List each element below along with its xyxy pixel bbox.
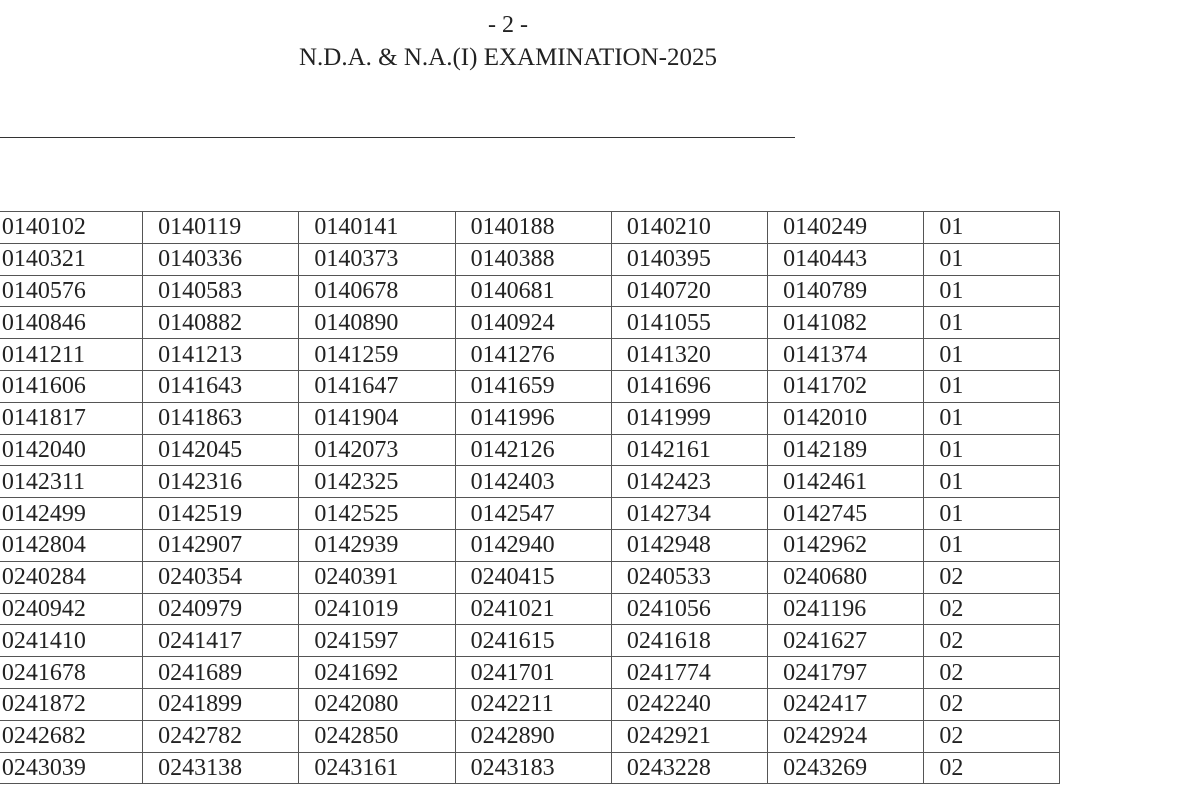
- roll-number-cell: 0242924: [768, 720, 924, 752]
- roll-number-cell: 0142804: [0, 529, 143, 561]
- roll-number-cell: 0142073: [299, 434, 455, 466]
- roll-number-cell: 0241196: [768, 593, 924, 625]
- roll-number-cell: 01: [924, 434, 1060, 466]
- roll-number-cell: 0242921: [611, 720, 767, 752]
- roll-number-cell: 0242850: [299, 720, 455, 752]
- roll-number-cell: 0140102: [0, 212, 143, 244]
- roll-number-cell: 02: [924, 561, 1060, 593]
- roll-number-cell: 0141055: [611, 307, 767, 339]
- roll-number-cell: 0240391: [299, 561, 455, 593]
- roll-number-cell: 0241692: [299, 657, 455, 689]
- roll-number-cell: 0141996: [455, 402, 611, 434]
- roll-number-cell: 0243183: [455, 752, 611, 784]
- roll-number-cell: 0142461: [768, 466, 924, 498]
- table-row: [0, 466, 1060, 498]
- roll-number-cell: 0140890: [299, 307, 455, 339]
- roll-number-cell: 0140583: [143, 275, 299, 307]
- roll-number-cell: 0141702: [768, 370, 924, 402]
- table-row: [0, 402, 1060, 434]
- roll-number-cell: 0240415: [455, 561, 611, 593]
- roll-number-cell: 0140576: [0, 275, 143, 307]
- roll-number-cell: 0142403: [455, 466, 611, 498]
- roll-number-cell: 0142499: [0, 498, 143, 530]
- page-number: - 2 -: [488, 12, 528, 38]
- roll-number-cell: 0141320: [611, 339, 767, 371]
- roll-number-cell: 0141606: [0, 370, 143, 402]
- roll-number-cell: 0241618: [611, 625, 767, 657]
- roll-number-cell: 0241056: [611, 593, 767, 625]
- roll-number-cell: 0240533: [611, 561, 767, 593]
- roll-number-cell: 0141817: [0, 402, 143, 434]
- roll-number-cell: 0241019: [299, 593, 455, 625]
- roll-number-cell: 0141643: [143, 370, 299, 402]
- roll-number-cell: 0241774: [611, 657, 767, 689]
- roll-number-cell: 0240942: [0, 593, 143, 625]
- roll-number-cell: 0141647: [299, 370, 455, 402]
- roll-number-cell: 01: [924, 529, 1060, 561]
- roll-number-cell: 0142189: [768, 434, 924, 466]
- table-row: [0, 243, 1060, 275]
- roll-number-cell: 0241417: [143, 625, 299, 657]
- roll-number-cell: 0142311: [0, 466, 143, 498]
- roll-number-cell: 0140789: [768, 275, 924, 307]
- roll-number-cell: 0243138: [143, 752, 299, 784]
- roll-number-cell: 0140395: [611, 243, 767, 275]
- roll-number-cell: 0142325: [299, 466, 455, 498]
- roll-number-cell: 0141904: [299, 402, 455, 434]
- roll-number-cell: 0241615: [455, 625, 611, 657]
- roll-number-cell: 02: [924, 720, 1060, 752]
- roll-number-cell: 0140678: [299, 275, 455, 307]
- roll-number-cell: 0141659: [455, 370, 611, 402]
- table-row: [0, 688, 1060, 720]
- roll-number-cell: 0140924: [455, 307, 611, 339]
- roll-number-table: [0, 211, 1060, 784]
- roll-number-cell: 0243269: [768, 752, 924, 784]
- roll-number-cell: 0240979: [143, 593, 299, 625]
- roll-number-cell: 0240354: [143, 561, 299, 593]
- roll-number-cell: 0241597: [299, 625, 455, 657]
- roll-number-cell: 0241701: [455, 657, 611, 689]
- table-row: [0, 593, 1060, 625]
- roll-number-cell: 0141374: [768, 339, 924, 371]
- roll-number-cell: 0141863: [143, 402, 299, 434]
- roll-number-cell: 01: [924, 339, 1060, 371]
- roll-number-cell: 01: [924, 498, 1060, 530]
- table-row: [0, 498, 1060, 530]
- roll-number-cell: 0140443: [768, 243, 924, 275]
- roll-number-cell: 01: [924, 307, 1060, 339]
- roll-number-cell: 01: [924, 466, 1060, 498]
- roll-number-cell: 0142948: [611, 529, 767, 561]
- roll-number-cell: 0241899: [143, 688, 299, 720]
- roll-number-cell: 0242211: [455, 688, 611, 720]
- roll-number-cell: 0142525: [299, 498, 455, 530]
- roll-number-cell: 0241410: [0, 625, 143, 657]
- roll-number-cell: 0140141: [299, 212, 455, 244]
- roll-number-cell: 01: [924, 370, 1060, 402]
- roll-number-cell: 0142010: [768, 402, 924, 434]
- roll-number-cell: 0242240: [611, 688, 767, 720]
- roll-number-cell: 02: [924, 688, 1060, 720]
- roll-number-cell: 0240284: [0, 561, 143, 593]
- table-row: [0, 212, 1060, 244]
- roll-number-cell: 0140373: [299, 243, 455, 275]
- roll-number-cell: 0141213: [143, 339, 299, 371]
- roll-number-cell: 0140321: [0, 243, 143, 275]
- roll-number-cell: 02: [924, 593, 1060, 625]
- roll-number-cell: 0141082: [768, 307, 924, 339]
- roll-number-cell: 0142547: [455, 498, 611, 530]
- roll-number-cell: 0140249: [768, 212, 924, 244]
- table-row: [0, 657, 1060, 689]
- table-row: [0, 275, 1060, 307]
- roll-number-cell: 0142126: [455, 434, 611, 466]
- roll-number-cell: 0141259: [299, 339, 455, 371]
- roll-number-cell: 01: [924, 275, 1060, 307]
- roll-number-cell: 01: [924, 243, 1060, 275]
- table-row: [0, 625, 1060, 657]
- roll-number-cell: 0140336: [143, 243, 299, 275]
- table-row: [0, 434, 1060, 466]
- roll-number-cell: 0242080: [299, 688, 455, 720]
- document-title: N.D.A. & N.A.(I) EXAMINATION-2025: [299, 44, 717, 71]
- table-row: [0, 307, 1060, 339]
- roll-number-cell: 0142040: [0, 434, 143, 466]
- table-row: [0, 529, 1060, 561]
- roll-number-cell: 0242782: [143, 720, 299, 752]
- roll-number-cell: 0140882: [143, 307, 299, 339]
- roll-number-cell: 0140210: [611, 212, 767, 244]
- roll-number-cell: 0241021: [455, 593, 611, 625]
- roll-number-cell: 0140388: [455, 243, 611, 275]
- roll-number-cell: 0142962: [768, 529, 924, 561]
- roll-number-cell: 01: [924, 402, 1060, 434]
- roll-number-cell: 0242682: [0, 720, 143, 752]
- table-row: [0, 370, 1060, 402]
- roll-number-cell: 0142316: [143, 466, 299, 498]
- horizontal-divider: [0, 137, 795, 138]
- table-row: [0, 720, 1060, 752]
- roll-number-cell: 0242890: [455, 720, 611, 752]
- roll-number-cell: 0140681: [455, 275, 611, 307]
- roll-number-cell: 0142940: [455, 529, 611, 561]
- roll-number-cell: 02: [924, 625, 1060, 657]
- table-row: [0, 339, 1060, 371]
- roll-number-cell: 02: [924, 657, 1060, 689]
- roll-number-cell: 0243161: [299, 752, 455, 784]
- roll-number-cell: 0141999: [611, 402, 767, 434]
- roll-number-cell: 0241872: [0, 688, 143, 720]
- roll-number-cell: 0140720: [611, 275, 767, 307]
- roll-number-cell: 0142161: [611, 434, 767, 466]
- roll-number-cell: 0142939: [299, 529, 455, 561]
- roll-number-cell: 01: [924, 212, 1060, 244]
- roll-number-cell: 0240680: [768, 561, 924, 593]
- roll-number-cell: 0142423: [611, 466, 767, 498]
- roll-number-cell: 0142734: [611, 498, 767, 530]
- roll-number-cell: 0142745: [768, 498, 924, 530]
- roll-number-cell: 0243228: [611, 752, 767, 784]
- roll-number-cell: 0241627: [768, 625, 924, 657]
- roll-number-cell: 0241797: [768, 657, 924, 689]
- roll-number-cell: 0141276: [455, 339, 611, 371]
- table-row: [0, 561, 1060, 593]
- roll-number-cell: 0141696: [611, 370, 767, 402]
- roll-number-cell: 0242417: [768, 688, 924, 720]
- roll-number-cell: 0243039: [0, 752, 143, 784]
- roll-number-cell: 0140119: [143, 212, 299, 244]
- roll-number-cell: 0142519: [143, 498, 299, 530]
- roll-number-cell: 0241678: [0, 657, 143, 689]
- roll-number-cell: 0142907: [143, 529, 299, 561]
- roll-number-cell: 02: [924, 752, 1060, 784]
- table-row: [0, 752, 1060, 784]
- roll-number-cell: 0141211: [0, 339, 143, 371]
- roll-number-cell: 0241689: [143, 657, 299, 689]
- roll-number-cell: 0142045: [143, 434, 299, 466]
- roll-number-cell: 0140846: [0, 307, 143, 339]
- roll-number-cell: 0140188: [455, 212, 611, 244]
